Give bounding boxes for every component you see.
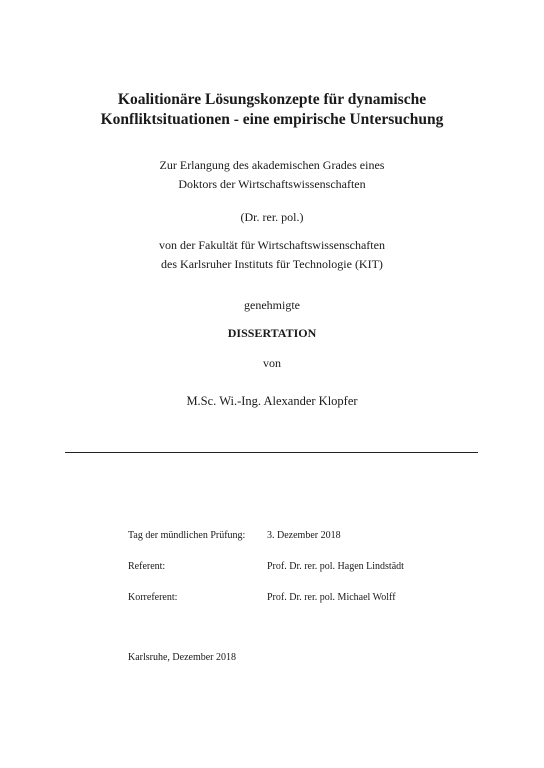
dissertation-title: [0, 90, 544, 130]
details-value: 3. Dezember 2018: [267, 530, 341, 541]
faculty-line-2: des Karlsruher Instituts für Technologie (KIT): [161, 257, 383, 271]
faculty-statement: [0, 236, 544, 274]
faculty-line-1: von der Fakultät für Wirtschaftswissenschaften: [159, 238, 385, 252]
by-text: von: [263, 356, 281, 370]
degree-abbreviation: (Dr. rer. pol.): [240, 210, 304, 224]
horizontal-divider: [65, 452, 478, 453]
approved-text: genehmigte: [244, 298, 300, 312]
details-value: Prof. Dr. rer. pol. Michael Wolff: [267, 592, 396, 603]
details-label: Korreferent:: [128, 592, 178, 603]
author-name: M.Sc. Wi.-Ing. Alexander Klopfer: [186, 394, 358, 408]
place-date: Karlsruhe, Dezember 2018: [128, 652, 237, 663]
degree-line-1: Zur Erlangung des akademischen Grades eines: [159, 158, 385, 172]
degree-line-2: Doktors der Wirtschaftswissenschaften: [178, 177, 366, 191]
title-line-2: Konfliktsituationen - eine empirische Untersuchung: [100, 111, 444, 128]
document-type: DISSERTATION: [227, 326, 317, 340]
details-label: Tag der mündlichen Prüfung:: [128, 530, 246, 541]
details-label: Referent:: [128, 561, 166, 572]
degree-statement: [0, 156, 544, 194]
title-line-1: Koalitionäre Lösungskonzepte für dynamische: [117, 91, 427, 108]
details-value: Prof. Dr. rer. pol. Hagen Lindstädt: [267, 561, 404, 572]
